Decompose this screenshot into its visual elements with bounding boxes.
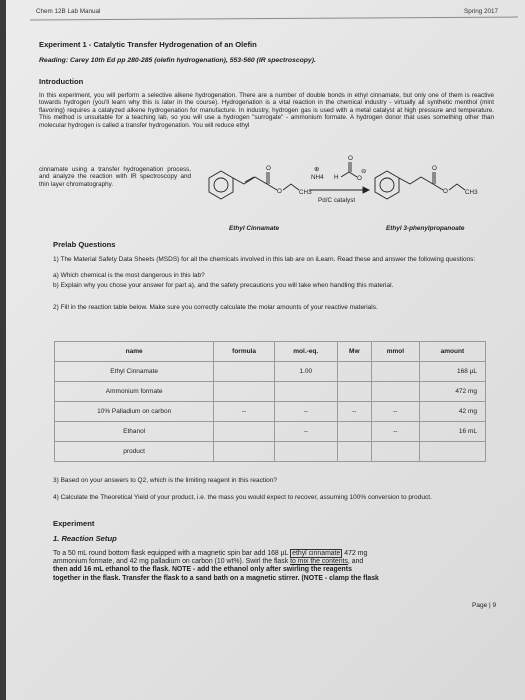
cell — [214, 422, 275, 442]
setup-l2-underlined: to mix the contents — [290, 558, 348, 566]
formate-o: O — [348, 155, 353, 162]
cell — [371, 382, 419, 402]
cell: -- — [371, 422, 419, 442]
intro-paragraph: In this experiment, you will perform a selective alkene hydrogenation. There are a number of double bonds in ethyl cinnamate, but only one of them is reactive towards hydrogen (you'll learn why this is later in the course). Hydrogenation is a vital reaction in the chemical industry - virtually all synthetic menthol (mint flavoring) requires a catalyzed alkene hydrogenation for manufacture. In industry, hydrogen gas is used with a metal catalyst at high pressure and temperature. This method is unsuitable for a teaching lab, so you will use a hydrogen "surrogate" - ammonium formate. A hydrogen donor that uses something other than molecular hydrogen is called a transfer hydrogenation. You will reduce ethyl — [39, 92, 494, 129]
table-row — [55, 442, 486, 462]
product-name: Ethyl 3-phenylpropanoate — [386, 225, 465, 232]
col-amount: amount — [419, 342, 485, 362]
prelab-q1b: b) Explain why you chose your answer for part a), and the safety precautions you will take when handling this material. — [53, 282, 394, 289]
reactant-ch3: CH3 — [299, 189, 312, 196]
cell — [337, 422, 371, 442]
formate-minus: ⊖ — [361, 168, 367, 175]
table-row — [55, 362, 486, 382]
col-name: name — [55, 342, 214, 362]
cell: 168 µL — [419, 362, 485, 382]
cell: 10% Palladium on carbon — [55, 402, 214, 422]
header-left: Chem 12B Lab Manual — [36, 8, 101, 15]
cell — [419, 442, 485, 462]
cell — [371, 362, 419, 382]
cell: product — [55, 442, 214, 462]
cell: -- — [214, 402, 275, 422]
table-header-row — [55, 342, 486, 362]
reactant-name: Ethyl Cinnamate — [229, 225, 280, 232]
cell: -- — [274, 422, 337, 442]
table-row — [55, 402, 486, 422]
formate-o-minus: O — [357, 175, 362, 182]
product-ester-o: O — [443, 188, 448, 195]
cell: 472 mg — [419, 382, 485, 402]
setup-l1a: To a 50 mL round bottom flask equipped with a magnetic spin bar add 168 µL — [53, 550, 291, 557]
table-row — [55, 422, 486, 442]
col-mol-eq: mol.-eq. — [274, 342, 337, 362]
page-number: Page | 9 — [472, 602, 497, 609]
cell — [214, 382, 275, 402]
cell — [337, 442, 371, 462]
col-formula: formula — [214, 342, 275, 362]
cell: 42 mg — [419, 402, 485, 422]
setup-l2a: ammonium formate, and 42 mg palladium on carbon (10 wt%). Swirl the flask — [53, 558, 291, 566]
setup-heading: 1. Reaction Setup — [53, 534, 117, 543]
formate-h: H — [334, 174, 339, 181]
reagent-nh4: NH4 — [311, 174, 324, 181]
setup-l2b: , and — [347, 558, 364, 566]
header-right: Spring 2017 — [464, 8, 498, 15]
reactant-benzene-ring — [209, 171, 233, 199]
cell: -- — [274, 402, 337, 422]
experiment-heading: Experiment — [53, 519, 95, 528]
reading-line: Reading: Carey 10th Ed pp 280-285 (olefin hydrogenation), 553-560 (IR spectroscopy). — [39, 57, 316, 64]
cell — [214, 362, 275, 382]
question-3: 3) Based on your answers to Q2, which is the limiting reagent in this reaction? — [53, 477, 278, 484]
cell: Ammonium formate — [55, 382, 214, 402]
prelab-q2: 2) Fill in the reaction table below. Make sure you correctly calculate the molar amounts of your reactive materials. — [53, 304, 378, 311]
cell — [371, 442, 419, 462]
prelab-q1: 1) The Material Safety Data Sheets (MSDS) for all the chemicals involved in this lab are on iLearn. Read these and answer the following questions: — [53, 256, 476, 263]
setup-l1-boxed: ethyl cinnamate — [292, 550, 341, 557]
cell — [214, 442, 275, 462]
question-4: 4) Calculate the Theoretical Yield of your product, i.e. the mass you would expect to recover, assuming 100% conversion to product. — [53, 494, 432, 501]
cell: 16 mL — [419, 422, 485, 442]
reaction-scheme — [191, 142, 521, 232]
setup-paragraph — [53, 550, 498, 583]
intro-heading: Introduction — [39, 77, 84, 86]
reactant-carbonyl-o: O — [266, 165, 271, 172]
document-page — [6, 0, 525, 700]
cell — [274, 442, 337, 462]
cell — [337, 382, 371, 402]
experiment-title: Experiment 1 - Catalytic Transfer Hydrogenation of an Olefin — [39, 40, 257, 49]
cell — [337, 362, 371, 382]
header-rule — [30, 17, 518, 21]
col-mw: Mw — [337, 342, 371, 362]
col-mmol: mmol — [371, 342, 419, 362]
table-row — [55, 382, 486, 402]
setup-l3: then add 16 mL ethanol to the flask. NOTE - add the ethanol only after swirling the reagents — [53, 566, 352, 574]
prelab-q1a: a) Which chemical is the most dangerous in this lab? — [53, 272, 205, 279]
catalyst-label: Pd/C catalyst — [318, 197, 356, 204]
intro-side-text: cinnamate using a transfer hydrogenation process, and analyze the reaction with IR spectroscopy and thin layer chromatography. — [39, 166, 191, 188]
reactant-ester-o: O — [277, 188, 282, 195]
product-benzene-ring — [375, 171, 399, 199]
reaction-table — [54, 341, 486, 462]
cell — [274, 382, 337, 402]
cell: 1.00 — [274, 362, 337, 382]
setup-l1b: 472 mg — [342, 550, 368, 557]
prelab-heading: Prelab Questions — [53, 240, 116, 249]
cell: Ethyl Cinnamate — [55, 362, 214, 382]
product-carbonyl-o: O — [432, 165, 437, 172]
setup-l4: together in the flask. Transfer the flask to a sand bath on a magnetic stirrer. (NOTE - clamp the flask — [53, 574, 379, 582]
cell: Ethanol — [55, 422, 214, 442]
reactant-chain — [233, 177, 267, 184]
cell: -- — [337, 402, 371, 422]
ammonium-plus: ⊕ — [314, 166, 320, 173]
cell: -- — [371, 402, 419, 422]
product-chain — [399, 177, 433, 184]
product-ch3: CH3 — [465, 189, 478, 196]
